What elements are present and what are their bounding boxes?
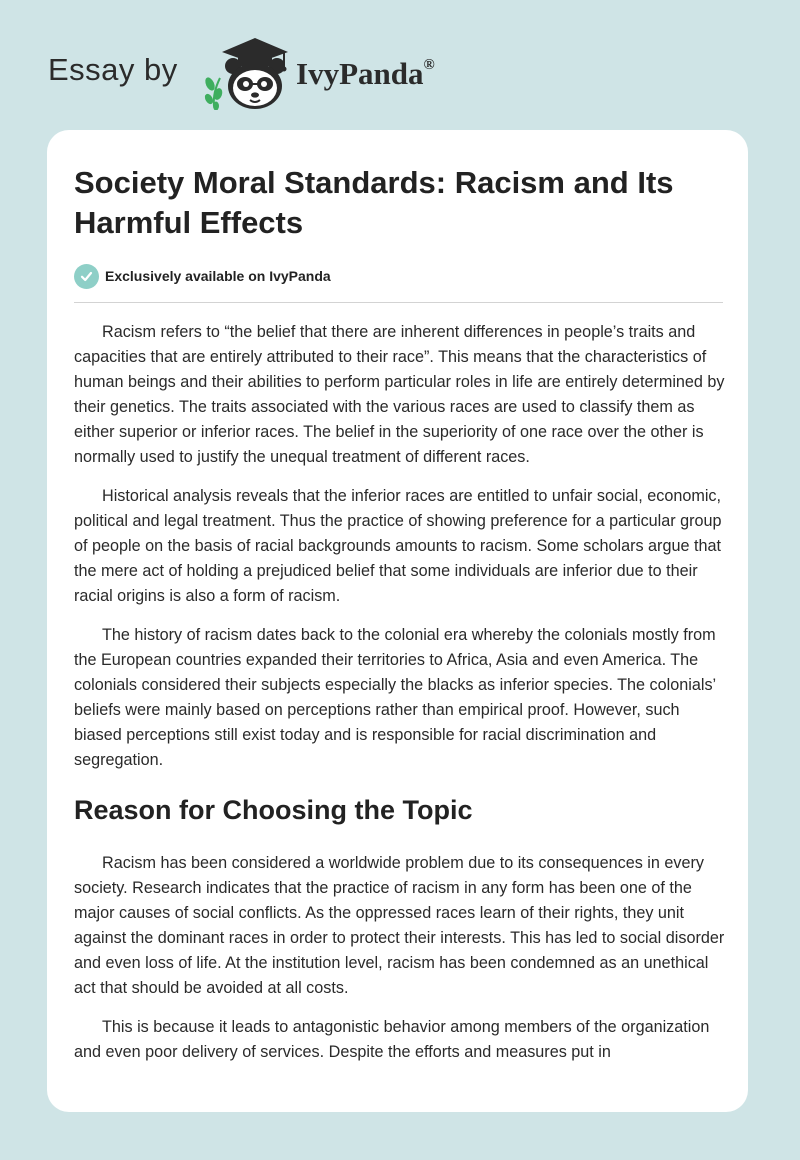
brand-name[interactable] xyxy=(296,56,435,92)
paragraph: The history of racism dates back to the colonial era whereby the colonials mostly from the European countries expanded their territories to Africa, Asia and even America. The colonials considered their subjects especially the blacks as inferior species. The colonials’ beliefs were mainly based on perceptions rather than empirical proof. However, such biased perceptions still exist today and is responsible for racial discrimination and segregation. xyxy=(74,626,716,769)
section-heading: Reason for Choosing the Topic xyxy=(74,795,473,825)
essay-card xyxy=(47,130,748,1112)
paragraph: This is because it leads to antagonistic behavior among members of the organization and even poor delivery of services. Despite the efforts and measures put in xyxy=(74,1018,710,1061)
check-icon xyxy=(74,264,99,289)
paragraph: Historical analysis reveals that the inferior races are entitled to unfair social, economic, political and legal treatment. Thus the practice of showing preference for a particular group of people on the basis of racial backgrounds amounts to racism. Some scholars argue that the mere act of holding a prejudiced belief that some individuals are inferior due to their racial origins is also a form of racism. xyxy=(74,487,722,605)
exclusive-badge-label: Exclusively available on IvyPanda xyxy=(105,268,331,284)
divider xyxy=(74,302,723,303)
exclusive-badge xyxy=(74,263,331,289)
page-title: Society Moral Standards: Racism and Its Harmful Effects xyxy=(74,165,674,240)
paragraph: Racism has been considered a worldwide problem due to its consequences in every society. Research indicates that the practice of racism in any form has been one of the major causes of social conflicts. As the oppressed races learn of their rights, they unit against the dominant races in order to protect their interests. This has led to social disorder and even loss of life. At the institution level, racism has been condemned as an unethical act that should be avoided at all costs. xyxy=(74,854,725,997)
essay-body xyxy=(74,320,726,1079)
paragraph: Racism refers to “the belief that there are inherent differences in people’s traits and capacities that are entirely attributed to their race”. This means that the characteristics of human beings and their abilities to perform particular roles in life are entirely determined by their genetics. The traits associated with the various races are used to classify them as either superior or inferior races. The belief in the superiority of one race over the other is normally used to justify the unequal treatment of different races. xyxy=(74,323,725,466)
brand-text: IvyPanda xyxy=(296,56,424,91)
checkmark-glyph xyxy=(80,270,93,283)
registered-mark: ® xyxy=(423,56,435,73)
essay-by-label: Essay by xyxy=(48,52,178,87)
ivypanda-logo-icon[interactable] xyxy=(200,36,295,110)
site-header xyxy=(0,0,800,120)
